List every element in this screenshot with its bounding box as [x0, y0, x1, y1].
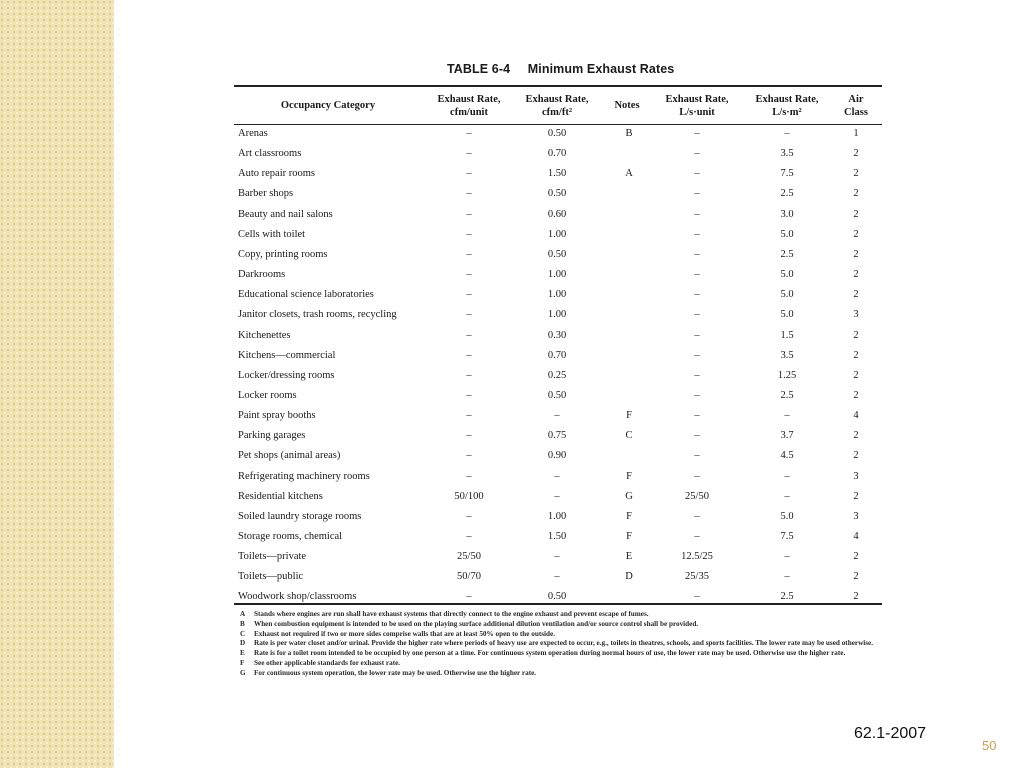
- cell-air-class: 4: [853, 531, 859, 542]
- cell-cfm-unit: –: [466, 389, 472, 401]
- header-ls-unit-line2: L/s·unit: [679, 107, 715, 118]
- cell-cfm-unit: –: [466, 369, 472, 381]
- table-title: [447, 62, 674, 76]
- cell-air-class: 2: [853, 289, 859, 301]
- footnote: [240, 610, 886, 620]
- cell-air-class: 2: [853, 329, 859, 341]
- cell-ls-unit: –: [694, 128, 700, 139]
- footnote-letter: G: [240, 668, 246, 677]
- cell-air-class: 4: [853, 410, 859, 422]
- cell-ls-unit: –: [694, 208, 700, 220]
- footnote-text: Rate is for a toilet room intended to be occupied by one person at a time. For continuous system operation during normal hours of use, the lower rate may be used. Otherwise use the higher rate.: [254, 649, 846, 658]
- cell-category: Refrigerating machinery rooms: [238, 470, 370, 482]
- cell-air-class: 2: [853, 551, 859, 563]
- cell-notes: G: [625, 490, 633, 502]
- table-row: [238, 168, 878, 188]
- cell-category: Soiled laundry storage rooms: [238, 510, 362, 522]
- cell-ls-m2: –: [784, 128, 790, 139]
- header-bottom-rule: [234, 124, 882, 125]
- cell-ls-m2: –: [784, 410, 790, 422]
- cell-cfm-unit: –: [466, 228, 472, 240]
- cell-cfm-ft2: 0.90: [547, 450, 567, 462]
- footnote-letter: A: [240, 610, 246, 618]
- table-row: [238, 491, 878, 511]
- cell-cfm-unit: –: [466, 430, 472, 442]
- cell-cfm-unit: –: [466, 591, 472, 603]
- cell-category: Storage rooms, chemical: [238, 531, 343, 542]
- cell-category: Woodwork shop/classrooms: [238, 591, 357, 603]
- cell-cfm-ft2: –: [554, 551, 560, 563]
- header-air-class-line1: Air: [848, 94, 864, 105]
- cell-cfm-unit: –: [466, 128, 472, 139]
- table-footnotes: [240, 610, 886, 679]
- header-occupancy-category: [238, 99, 418, 112]
- footnote-text: Stands where engines are run shall have exhaust systems that directly connect to the engine exhaust and prevent escape of fumes.: [254, 610, 649, 618]
- cell-cfm-ft2: 0.60: [547, 208, 567, 220]
- header-notes-text: Notes: [614, 100, 640, 111]
- cell-air-class: 2: [853, 571, 859, 583]
- table-row: [238, 471, 878, 491]
- cell-cfm-unit: 25/50: [457, 551, 481, 563]
- table-row: [238, 551, 878, 571]
- cell-category: Arenas: [238, 128, 268, 139]
- cell-notes: D: [625, 571, 633, 583]
- table-row: [238, 591, 878, 611]
- cell-cfm-unit: 50/100: [454, 490, 484, 502]
- page-number: 50: [982, 738, 997, 753]
- header-occupancy-category-text: Occupancy Category: [280, 100, 376, 111]
- cell-category: Toilets—public: [238, 571, 304, 583]
- cell-air-class: 3: [853, 309, 859, 321]
- cell-cfm-ft2: 1.00: [547, 289, 567, 301]
- cell-notes: A: [625, 168, 633, 180]
- table-row: [238, 390, 878, 410]
- cell-category: Pet shops (animal areas): [238, 450, 341, 462]
- cell-notes: F: [626, 510, 632, 522]
- cell-ls-unit: –: [694, 410, 700, 422]
- cell-cfm-unit: –: [466, 148, 472, 160]
- table-row: [238, 309, 878, 329]
- cell-cfm-ft2: –: [554, 470, 560, 482]
- cell-cfm-ft2: 0.70: [547, 148, 567, 160]
- cell-category: Kitchens—commercial: [238, 349, 336, 361]
- header-notes: [607, 99, 647, 112]
- table-row: [238, 148, 878, 168]
- cell-ls-m2: 3.5: [780, 349, 794, 361]
- cell-cfm-ft2: 0.75: [547, 430, 567, 442]
- cell-category: Barber shops: [238, 188, 294, 200]
- cell-cfm-unit: –: [466, 269, 472, 281]
- cell-air-class: 2: [853, 248, 859, 260]
- cell-cfm-ft2: 1.00: [547, 228, 567, 240]
- table-bottom-rule: [234, 603, 882, 605]
- cell-air-class: 2: [853, 490, 859, 502]
- cell-ls-m2: 2.5: [780, 188, 794, 200]
- cell-cfm-ft2: 1.50: [547, 531, 567, 542]
- cell-ls-unit: –: [694, 188, 700, 200]
- cell-cfm-ft2: 0.50: [547, 389, 567, 401]
- cell-category: Toilets—private: [238, 551, 307, 563]
- cell-ls-m2: 4.5: [780, 450, 794, 462]
- cell-air-class: 3: [853, 470, 859, 482]
- table-row: [238, 370, 878, 390]
- table-row: [238, 450, 878, 470]
- footnote-letter: B: [240, 619, 245, 628]
- header-air-class: [836, 93, 876, 119]
- cell-cfm-unit: –: [466, 450, 472, 462]
- footnote: [240, 659, 886, 669]
- footnote-letter: F: [240, 658, 245, 667]
- table-title-text: Minimum Exhaust Rates: [527, 62, 675, 76]
- cell-ls-m2: –: [784, 470, 790, 482]
- cell-ls-m2: 3.0: [780, 208, 794, 220]
- cell-cfm-unit: –: [466, 349, 472, 361]
- header-ls-m2-line1: Exhaust Rate,: [755, 94, 819, 105]
- cell-ls-unit: –: [694, 470, 700, 482]
- cell-cfm-unit: –: [466, 208, 472, 220]
- cell-cfm-ft2: –: [554, 571, 560, 583]
- footnote-text: For continuous system operation, the lower rate may be used. Otherwise use the higher rate.: [254, 668, 537, 677]
- cell-category: Auto repair rooms: [238, 168, 315, 180]
- cell-category: Paint spray booths: [238, 410, 316, 422]
- cell-air-class: 2: [853, 269, 859, 281]
- table-row: [238, 209, 878, 229]
- footnote-text: Rate is per water closet and/or urinal. Provide the higher rate where periods of heavy use are expected to occur, e.g., toilets in theatres, schools, and sports facilities. The lower rate may be used otherwise.: [254, 639, 874, 648]
- header-cfm-ft2-line2: cfm/ft²: [542, 107, 572, 118]
- header-cfm-unit: [424, 93, 514, 119]
- cell-cfm-ft2: 0.25: [547, 369, 567, 381]
- cell-category: Beauty and nail salons: [238, 208, 333, 220]
- cell-ls-unit: –: [694, 269, 700, 281]
- cell-air-class: 2: [853, 349, 859, 361]
- cell-air-class: 2: [853, 148, 859, 160]
- cell-ls-m2: 3.5: [780, 148, 794, 160]
- table-row: [238, 531, 878, 551]
- footnote-letter: C: [240, 629, 246, 638]
- table-row: [238, 511, 878, 531]
- cell-ls-m2: –: [784, 551, 790, 563]
- cell-cfm-unit: –: [466, 531, 472, 542]
- cell-air-class: 2: [853, 188, 859, 200]
- table-row: [238, 128, 878, 148]
- cell-ls-unit: 25/50: [685, 490, 709, 502]
- cell-cfm-ft2: 1.00: [547, 510, 567, 522]
- cell-air-class: 2: [853, 450, 859, 462]
- cell-cfm-unit: –: [466, 410, 472, 422]
- cell-ls-unit: –: [694, 450, 700, 462]
- cell-category: Educational science laboratories: [238, 289, 374, 301]
- cell-ls-unit: –: [694, 389, 700, 401]
- cell-ls-unit: –: [694, 168, 700, 180]
- cell-air-class: 2: [853, 208, 859, 220]
- cell-ls-unit: –: [694, 148, 700, 160]
- cell-category: Locker/dressing rooms: [238, 369, 335, 381]
- cell-ls-m2: 5.0: [780, 289, 794, 301]
- table-row: [238, 249, 878, 269]
- table-row: [238, 229, 878, 249]
- footnote-letter: D: [240, 639, 246, 648]
- table-row: [238, 330, 878, 350]
- table-row: [238, 269, 878, 289]
- cell-notes: F: [626, 470, 632, 482]
- cell-category: Locker rooms: [238, 389, 297, 401]
- cell-ls-m2: –: [784, 571, 790, 583]
- cell-air-class: 3: [853, 510, 859, 522]
- cell-notes: C: [625, 430, 633, 442]
- cell-ls-m2: 1.25: [777, 369, 797, 381]
- cell-cfm-unit: –: [466, 309, 472, 321]
- cell-cfm-unit: –: [466, 168, 472, 180]
- header-top-rule: [234, 85, 882, 87]
- cell-cfm-ft2: 0.50: [547, 248, 567, 260]
- cell-ls-m2: 7.5: [780, 168, 794, 180]
- cell-cfm-unit: –: [466, 188, 472, 200]
- cell-cfm-unit: –: [466, 470, 472, 482]
- footnote: [240, 639, 886, 649]
- cell-cfm-unit: –: [466, 289, 472, 301]
- cell-air-class: 2: [853, 168, 859, 180]
- cell-category: Copy, printing rooms: [238, 248, 328, 260]
- cell-ls-unit: 25/35: [685, 571, 709, 583]
- cell-ls-unit: –: [694, 329, 700, 341]
- cell-cfm-ft2: 0.70: [547, 349, 567, 361]
- cell-ls-unit: –: [694, 228, 700, 240]
- standard-reference: 62.1-2007: [854, 725, 927, 742]
- footnote: [240, 669, 886, 679]
- cell-ls-m2: 7.5: [780, 531, 794, 542]
- cell-ls-unit: –: [694, 289, 700, 301]
- cell-category: Residential kitchens: [238, 490, 323, 502]
- cell-air-class: 2: [853, 591, 859, 603]
- cell-category: Kitchenettes: [238, 329, 291, 341]
- header-cfm-unit-line2: cfm/unit: [450, 107, 488, 118]
- cell-ls-m2: 2.5: [780, 248, 794, 260]
- footnote-text: Exhaust not required if two or more sides comprise walls that are at least 50% open to the outside.: [254, 629, 555, 638]
- cell-notes: F: [626, 410, 632, 422]
- footnote-text: When combustion equipment is intended to be used on the playing surface additional dilution ventilation and/or source control shall be provided.: [254, 619, 699, 628]
- cell-ls-unit: –: [694, 309, 700, 321]
- cell-cfm-ft2: 0.30: [547, 329, 567, 341]
- footnote: [240, 620, 886, 630]
- table-row: [238, 430, 878, 450]
- cell-ls-m2: 1.5: [780, 329, 794, 341]
- cell-cfm-ft2: 1.00: [547, 269, 567, 281]
- cell-cfm-ft2: 1.00: [547, 309, 567, 321]
- cell-ls-m2: 5.0: [780, 269, 794, 281]
- cell-notes: E: [625, 551, 633, 563]
- cell-ls-unit: –: [694, 510, 700, 522]
- footnote: [240, 630, 886, 640]
- table-row: [238, 410, 878, 430]
- cell-cfm-ft2: 1.50: [547, 168, 567, 180]
- cell-ls-unit: –: [694, 349, 700, 361]
- cell-air-class: 2: [853, 430, 859, 442]
- header-cfm-unit-line1: Exhaust Rate,: [437, 94, 501, 105]
- cell-air-class: 1: [853, 128, 859, 139]
- header-ls-m2-line2: L/s·m²: [772, 107, 802, 118]
- cell-cfm-ft2: –: [554, 410, 560, 422]
- cell-category: Art classrooms: [238, 148, 302, 160]
- cell-air-class: 2: [853, 389, 859, 401]
- cell-ls-unit: 12.5/25: [681, 551, 713, 563]
- cell-notes: F: [626, 531, 632, 542]
- cell-ls-unit: –: [694, 369, 700, 381]
- cell-ls-unit: –: [694, 531, 700, 542]
- cell-cfm-unit: –: [466, 510, 472, 522]
- table-row: [238, 571, 878, 591]
- cell-air-class: 2: [853, 228, 859, 240]
- table-row: [238, 188, 878, 208]
- header-cfm-ft2-line1: Exhaust Rate,: [525, 94, 589, 105]
- cell-ls-m2: 2.5: [780, 389, 794, 401]
- cell-ls-m2: –: [784, 490, 790, 502]
- cell-ls-unit: –: [694, 591, 700, 603]
- cell-ls-unit: –: [694, 248, 700, 260]
- footnote-letter: E: [240, 649, 245, 658]
- table-row: [238, 350, 878, 370]
- header-cfm-ft2: [512, 93, 602, 119]
- cell-ls-m2: 2.5: [780, 591, 794, 603]
- header-ls-unit-line1: Exhaust Rate,: [665, 94, 729, 105]
- table-row: [238, 289, 878, 309]
- cell-ls-m2: 5.0: [780, 228, 794, 240]
- cell-category: Darkrooms: [238, 269, 286, 281]
- header-ls-m2: [742, 93, 832, 119]
- cell-cfm-ft2: 0.50: [547, 188, 567, 200]
- cell-ls-unit: –: [694, 430, 700, 442]
- decorative-side-strip: [0, 0, 114, 768]
- cell-cfm-unit: 50/70: [457, 571, 481, 583]
- cell-cfm-unit: –: [466, 329, 472, 341]
- cell-cfm-ft2: 0.50: [547, 591, 567, 603]
- header-air-class-line2: Class: [844, 107, 868, 118]
- cell-cfm-unit: –: [466, 248, 472, 260]
- cell-ls-m2: 3.7: [780, 430, 794, 442]
- cell-cfm-ft2: –: [554, 490, 560, 502]
- cell-category: Janitor closets, trash rooms, recycling: [238, 309, 397, 321]
- cell-ls-m2: 5.0: [780, 510, 794, 522]
- header-ls-unit: [652, 93, 742, 119]
- footnote-text: See other applicable standards for exhaust rate.: [254, 658, 401, 667]
- cell-ls-m2: 5.0: [780, 309, 794, 321]
- cell-cfm-ft2: 0.50: [547, 128, 567, 139]
- cell-notes: B: [625, 128, 633, 139]
- cell-air-class: 2: [853, 369, 859, 381]
- cell-category: Cells with toilet: [238, 228, 306, 240]
- footnote: [240, 649, 886, 659]
- table-number: TABLE 6-4: [447, 62, 511, 76]
- cell-category: Parking garages: [238, 430, 306, 442]
